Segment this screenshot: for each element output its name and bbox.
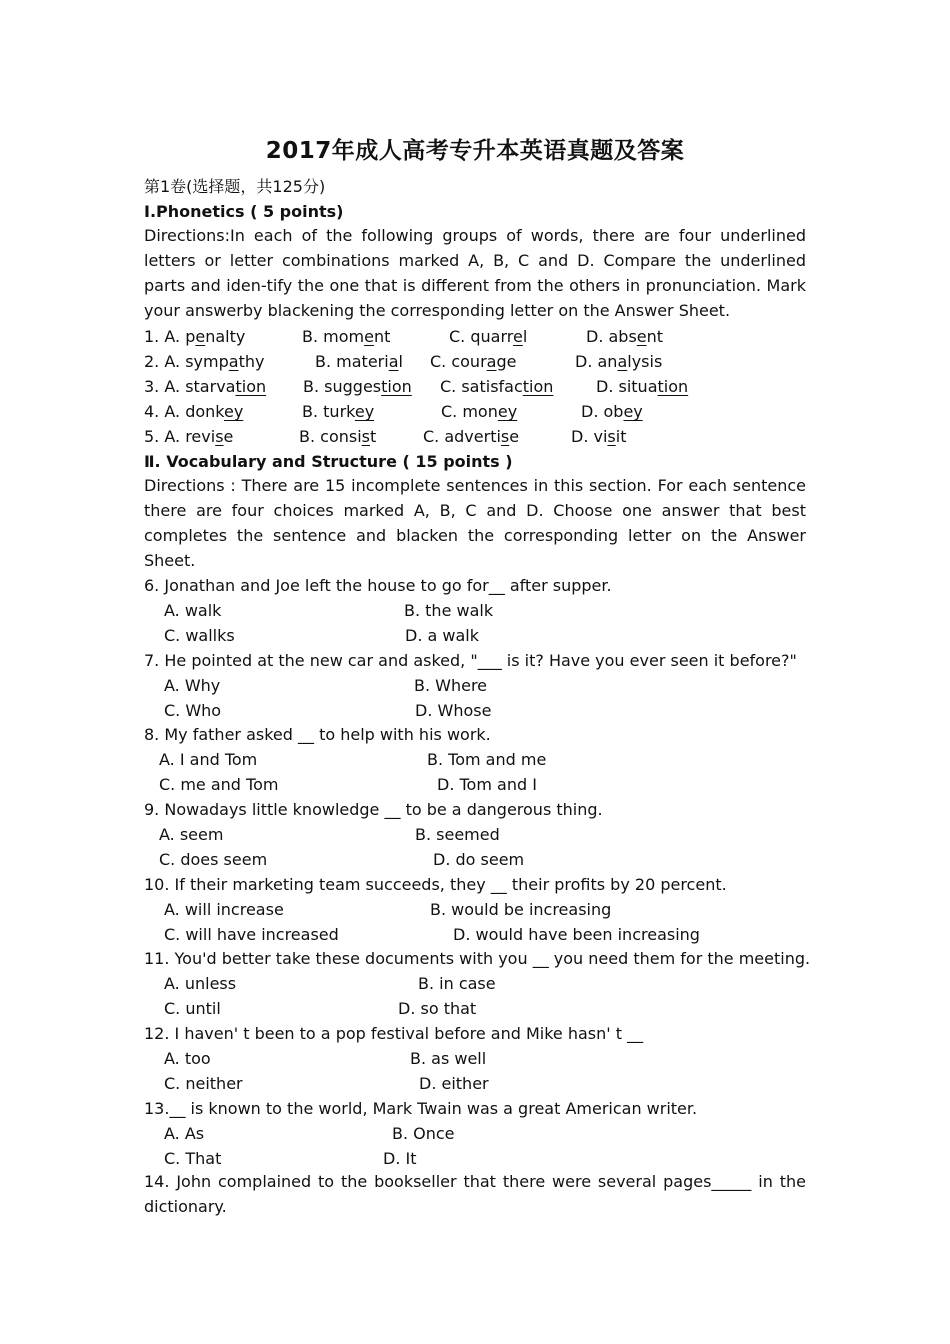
- question-10-option-c: C. will have increased: [164, 925, 339, 944]
- question-12-option-a: A. too: [164, 1049, 211, 1068]
- question-13-stem: 13.__ is known to the world, Mark Twain was a great American writer.: [144, 1099, 698, 1118]
- question-6-option-d: D. a walk: [405, 626, 479, 645]
- question-6-option-c: C. wallks: [164, 626, 235, 645]
- phonetics-q3-option-c: C. satisfaction: [440, 377, 554, 396]
- question-7-option-a: A. Why: [164, 676, 221, 695]
- question-11-option-c: C. until: [164, 999, 221, 1018]
- question-9-option-a: A. seem: [159, 825, 224, 844]
- question-10-option-b: B. would be increasing: [430, 900, 612, 919]
- question-12-option-b: B. as well: [410, 1049, 487, 1068]
- question-9-option-c: C. does seem: [159, 850, 268, 869]
- question-11-option-d: D. so that: [398, 999, 477, 1018]
- question-7-option-d: D. Whose: [415, 701, 492, 720]
- option-a: A. starvation: [164, 377, 267, 396]
- phonetics-q1-option-b: B. moment: [302, 327, 391, 346]
- phonetics-q4-option-b: B. turkey: [302, 402, 375, 421]
- phonetics-q5: [144, 424, 233, 449]
- phonetics-q2-option-c: C. courage: [430, 352, 517, 371]
- phonetics-q5-option-b: B. consist: [299, 427, 377, 446]
- question-number: 3.: [144, 377, 160, 396]
- question-10-stem: 10. If their marketing team succeeds, they __ their profits by 20 percent.: [144, 875, 727, 894]
- phonetics-q2: [144, 349, 264, 374]
- phonetics-q1-option-c: C. quarrel: [449, 327, 528, 346]
- section2-directions: Directions : There are 15 incomplete sentences in this section. For each sentence there are four choices marked A, B, C and D. Choose one answer that best completes the sentence and blacken the corresponding letter on the Answer Sheet.: [144, 476, 806, 570]
- question-12-option-c: C. neither: [164, 1074, 243, 1093]
- question-11-option-a: A. unless: [164, 974, 237, 993]
- question-7-option-b: B. Where: [414, 676, 488, 695]
- question-10-option-a: A. will increase: [164, 900, 284, 919]
- question-12-option-d: D. either: [419, 1074, 489, 1093]
- question-number: 5.: [144, 427, 160, 446]
- document-page: [144, 0, 811, 1344]
- section1-heading: I.Phonetics ( 5 points): [144, 202, 344, 221]
- question-8-option-c: C. me and Tom: [159, 775, 279, 794]
- question-8-stem: 8. My father asked __ to help with his work.: [144, 725, 491, 744]
- option-a: A. penalty: [164, 327, 246, 346]
- question-7-option-c: C. Who: [164, 701, 222, 720]
- question-number: 2.: [144, 352, 160, 371]
- question-8-option-b: B. Tom and me: [427, 750, 547, 769]
- question-11-stem: 11. You'd better take these documents with you __ you need them for the meeting.: [144, 949, 811, 968]
- question-13-option-b: B. Once: [392, 1124, 455, 1143]
- question-13-option-c: C. That: [164, 1149, 222, 1168]
- question-13-option-d: D. It: [383, 1149, 417, 1168]
- question-7-stem: 7. He pointed at the new car and asked, "___ is it? Have you ever seen it before?": [144, 651, 797, 670]
- phonetics-q4-option-d: D. obey: [581, 402, 643, 421]
- option-a: A. sympathy: [164, 352, 265, 371]
- phonetics-q4: [144, 399, 243, 424]
- phonetics-q3-option-d: D. situation: [596, 377, 689, 396]
- section1-directions: Directions:In each of the following groups of words, there are four underlined letters or letter combinations marked A, B, C and D. Compare the underlined parts and iden-tify the one that is different from the others in pronunciation. Mark your answerby blackening the corresponding letter on the Answer Sheet.: [144, 226, 806, 320]
- phonetics-q3-option-b: B. suggestion: [303, 377, 412, 396]
- option-a: A. donkey: [164, 402, 244, 421]
- phonetics-q4-option-c: C. money: [441, 402, 518, 421]
- question-12-stem: 12. I haven' t been to a pop festival before and Mike hasn' t __: [144, 1024, 644, 1043]
- phonetics-q2-option-b: B. material: [315, 352, 403, 371]
- question-9-option-b: B. seemed: [415, 825, 500, 844]
- phonetics-q2-option-d: D. analysis: [575, 352, 663, 371]
- question-6-option-a: A. walk: [164, 601, 222, 620]
- question-14-stem: 14. John complained to the bookseller that there were several pages_____ in the dictionary.: [144, 1172, 806, 1216]
- question-13-option-a: A. As: [164, 1124, 205, 1143]
- question-number: 1.: [144, 327, 160, 346]
- phonetics-q1: [144, 324, 245, 349]
- question-8-option-d: D. Tom and I: [437, 775, 537, 794]
- phonetics-q3: [144, 374, 266, 399]
- question-10-option-d: D. would have been increasing: [453, 925, 700, 944]
- question-6-stem: 6. Jonathan and Joe left the house to go for__ after supper.: [144, 576, 612, 595]
- option-a: A. revise: [164, 427, 234, 446]
- question-8-option-a: A. I and Tom: [159, 750, 258, 769]
- question-6-option-b: B. the walk: [404, 601, 494, 620]
- phonetics-q5-option-c: C. advertise: [423, 427, 520, 446]
- question-9-option-d: D. do seem: [433, 850, 525, 869]
- phonetics-q5-option-d: D. visit: [571, 427, 627, 446]
- section2-heading: Ⅱ. Vocabulary and Structure ( 15 points ): [144, 452, 513, 471]
- question-9-stem: 9. Nowadays little knowledge __ to be a dangerous thing.: [144, 800, 603, 819]
- document-title: 2017年成人高考专升本英语真题及答案: [265, 138, 685, 164]
- question-11-option-b: B. in case: [418, 974, 496, 993]
- phonetics-q1-option-d: D. absent: [586, 327, 664, 346]
- volume-label: 第1卷(选择题，共125分): [144, 177, 326, 196]
- question-number: 4.: [144, 402, 160, 421]
